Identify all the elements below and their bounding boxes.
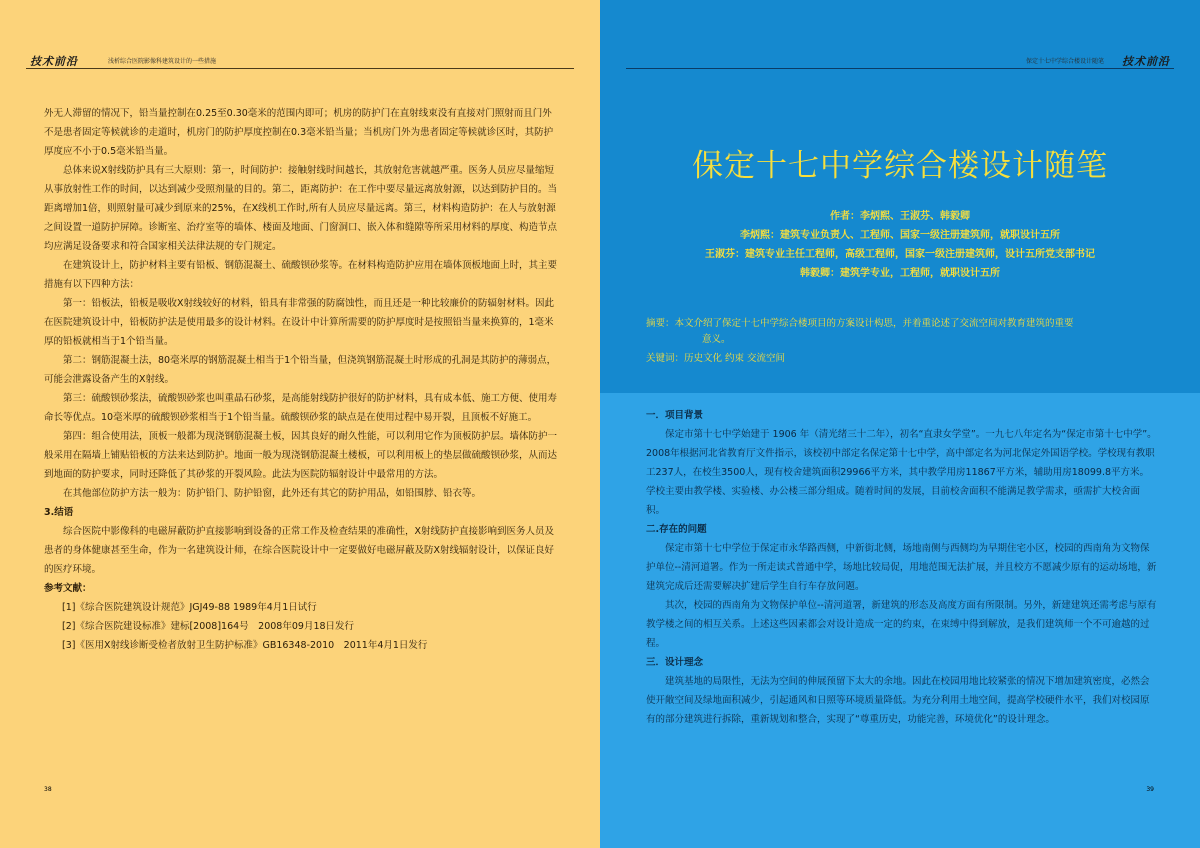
abstract-text-cont: 意义。 xyxy=(702,334,731,345)
section-heading: 3.结语 xyxy=(44,507,74,518)
section-heading: 一．项目背景 xyxy=(646,410,704,421)
paragraph: 外无人滞留的情况下，铅当量控制在0.25至0.30毫米的范围内即可；机房的防护门在直射线束没有直接对门照射而且门外不是患者固定等候就诊的走道时，机房门的防护厚度控制在0.3毫米铅当量；当机房门外为患者固定等候就诊区时，其防护厚度应不小于0.5毫米铅当量。 xyxy=(44,108,554,157)
section-heading: 参考文献： xyxy=(44,583,92,594)
paragraph: 第四：组合使用法，顶板一般都为现浇钢筋混凝土板，因其良好的耐久性能，可以利用它作为顶板防护层。墙体防护一般采用在隔墙上铺贴铅板的方法来达到防护。地面一般为现浇钢筋混凝土楼板，可以利用板上的垫层做硫酸钡砂浆，从而达到地面的防护要求，同时还降低了其砂浆的开裂风险。此法为医院防辐射设计中最常用的方法。 xyxy=(44,431,558,480)
keywords: 关键词：历史文化 约束 交流空间 xyxy=(646,353,786,364)
magazine-logo: 技术前沿 xyxy=(30,55,78,68)
author-line: 韩毅卿：建筑学专业，工程师，就职设计五所 xyxy=(800,268,1000,279)
abstract-text: 摘要：本文介绍了保定十七中学综合楼项目的方案设计构思，并着重论述了交流空间对教育建筑的重要 xyxy=(646,318,1074,329)
paragraph: 在其他部位防护方法一般为：防护铅门、防护铅窗，此外还有其它的防护用品，如铅围脖、铅衣等。 xyxy=(63,488,482,499)
abstract-block xyxy=(646,316,1158,367)
paragraph: 综合医院中影像科的电磁屏蔽防护直接影响到设备的正常工作及检查结果的准确性，X射线防护直接影响到医务人员及患者的身体健康甚至生命，作为一名建筑设计师，在综合医院设计中一定要做好电磁屏蔽及防X射线辐射设计，以保证良好的医疗环境。 xyxy=(44,526,555,575)
author-line: 李炳熙：建筑专业负责人、工程师、国家一级注册建筑师，就职设计五所 xyxy=(740,230,1060,241)
author-line: 作者：李炳熙、王淑芬、韩毅卿 xyxy=(830,211,970,222)
paragraph: 第三：硫酸钡砂浆法，硫酸钡砂浆也叫重晶石砂浆，是高能射线防护很好的防护材料，具有成本低、施工方便、使用寿命长等优点。10毫米厚的硫酸钡砂浆相当于1个铅当量。硫酸钡砂浆的缺点是在使用过程中易开裂，且顶板不好施工。 xyxy=(44,393,558,423)
magazine-logo-right: 技术前沿 xyxy=(1122,55,1170,68)
section-heading: 三．设计理念 xyxy=(646,657,704,668)
left-page-number: 38 xyxy=(44,786,52,793)
reference-item: [3]《医用X射线诊断受检者放射卫生防护标准》GB16348-2010 2011年4月1日发行 xyxy=(62,640,428,651)
author-line: 王淑芬：建筑专业主任工程师，高级工程师，国家一级注册建筑师，设计五所党支部书记 xyxy=(705,249,1095,260)
right-page-header xyxy=(626,52,1174,69)
left-article-body xyxy=(44,104,560,655)
paragraph: 保定市第十七中学位于保定市永华路西侧，中新街北侧，场地南侧与西侧均为早期住宅小区，校园的西南角为文物保护单位--清河道署。作为一所走读式普通中学，场地比较局促，用地范围无法扩展，并且校方不愿减少原有的运动场地，新建筑完成后还需要解决扩建后学生自行车存放问题。 xyxy=(646,543,1157,592)
paragraph: 其次，校园的西南角为文物保护单位--清河道署，新建筑的形态及高度方面有所限制。另外，新建建筑还需考虑与原有教学楼之间的相互关系。上述这些因素都会对设计造成一定的约束，在束缚中得到解放，是我们建筑师一个不可逾越的过程。 xyxy=(646,600,1157,649)
paragraph: 第二：钢筋混凝土法，80毫米厚的钢筋混凝土相当于1个铅当量，但浇筑钢筋混凝土时形成的孔洞是其防护的薄弱点，可能会泄露设备产生的X射线。 xyxy=(44,355,557,385)
right-page-number: 39 xyxy=(1146,786,1154,793)
section-heading: 二.存在的问题 xyxy=(646,524,707,535)
right-page xyxy=(600,0,1200,848)
left-running-title: 浅析综合医院影像科建筑设计的一些措施 xyxy=(108,58,217,65)
paragraph: 保定市第十七中学始建于 1906 年（清光绪三十二年），初名“直隶女学堂”。一九七八年定名为“保定市第十七中学”。2008年根据河北省教育厅文件指示，该校初中部定名保定第十七中学，高中部定名为河北保定外国语学校。学校现有教职工237人，在校生3500人，现有校舍建筑面积29966平方米，其中教学用房11867平方米，辅助用房18099.8平方米。学校主要由教学楼、实验楼、办公楼三部分组成。随着时间的发展，目前校舍面积不能满足教学需求，亟需扩大校舍面积。 xyxy=(646,429,1157,516)
reference-item: [2]《综合医院建设标准》建标[2008]164号 2008年09月18日发行 xyxy=(62,621,355,632)
reference-item: [1]《综合医院建筑设计规范》JGJ49-88 1989年4月1日试行 xyxy=(62,602,317,613)
paragraph: 总体来说X射线防护具有三大原则：第一，时间防护：接触射线时间越长，其放射危害就越严重。医务人员应尽量缩短从事放射性工作的时间，以达到减少受照剂量的目的。第二，距离防护：在工作中要尽量远离放射源，以达到防护目的。当距离增加1倍，则照射量可减少到原来的25%，在X线机工作时,所有人员应尽量远离。第三，材料构造防护：在人与放射源之间设置一道防护屏障。诊断室、治疗室等的墙体、楼面及地面、门窗洞口、嵌入体和缝隙等所采用材料的厚度、构造节点均应满足设备要求和符合国家相关法律法规的专门规定。 xyxy=(44,165,558,252)
paragraph: 建筑基地的局限性，无法为空间的伸展预留下太大的余地。因此在校园用地比较紧张的情况下增加建筑密度，必然会使开敞空间及绿地面积减少，引起通风和日照等环境质量降低。为充分利用土地空间，提高学校硬件水平，我们对校园原有的部分建筑进行拆除，重新规划和整合，实现了“尊重历史，功能完善，环境优化”的设计理念。 xyxy=(646,676,1150,725)
author-block xyxy=(640,207,1160,283)
paragraph: 第一：铅板法，铅板是吸收X射线较好的材料，铅具有非常强的防腐蚀性，而且还是一种比较廉价的防辐射材料。因此在医院建筑设计中，铅板防护法是使用最多的设计材料。在设计中计算所需要的防护厚度时是按照铅当量来换算的，1毫米厚的铅板就相当于1个铅当量。 xyxy=(44,298,555,347)
right-article-body xyxy=(646,406,1158,729)
left-page-header xyxy=(26,52,574,69)
paragraph: 在建筑设计上，防护材料主要有铅板、钢筋混凝土、硫酸钡砂浆等。在材料构造防护应用在墙体顶板地面上时，其主要措施有以下四种方法： xyxy=(44,260,558,290)
right-running-title: 保定十七中学综合楼设计随笔 xyxy=(1025,58,1104,65)
article-title: 保定十七中学综合楼设计随笔 xyxy=(692,148,1108,184)
